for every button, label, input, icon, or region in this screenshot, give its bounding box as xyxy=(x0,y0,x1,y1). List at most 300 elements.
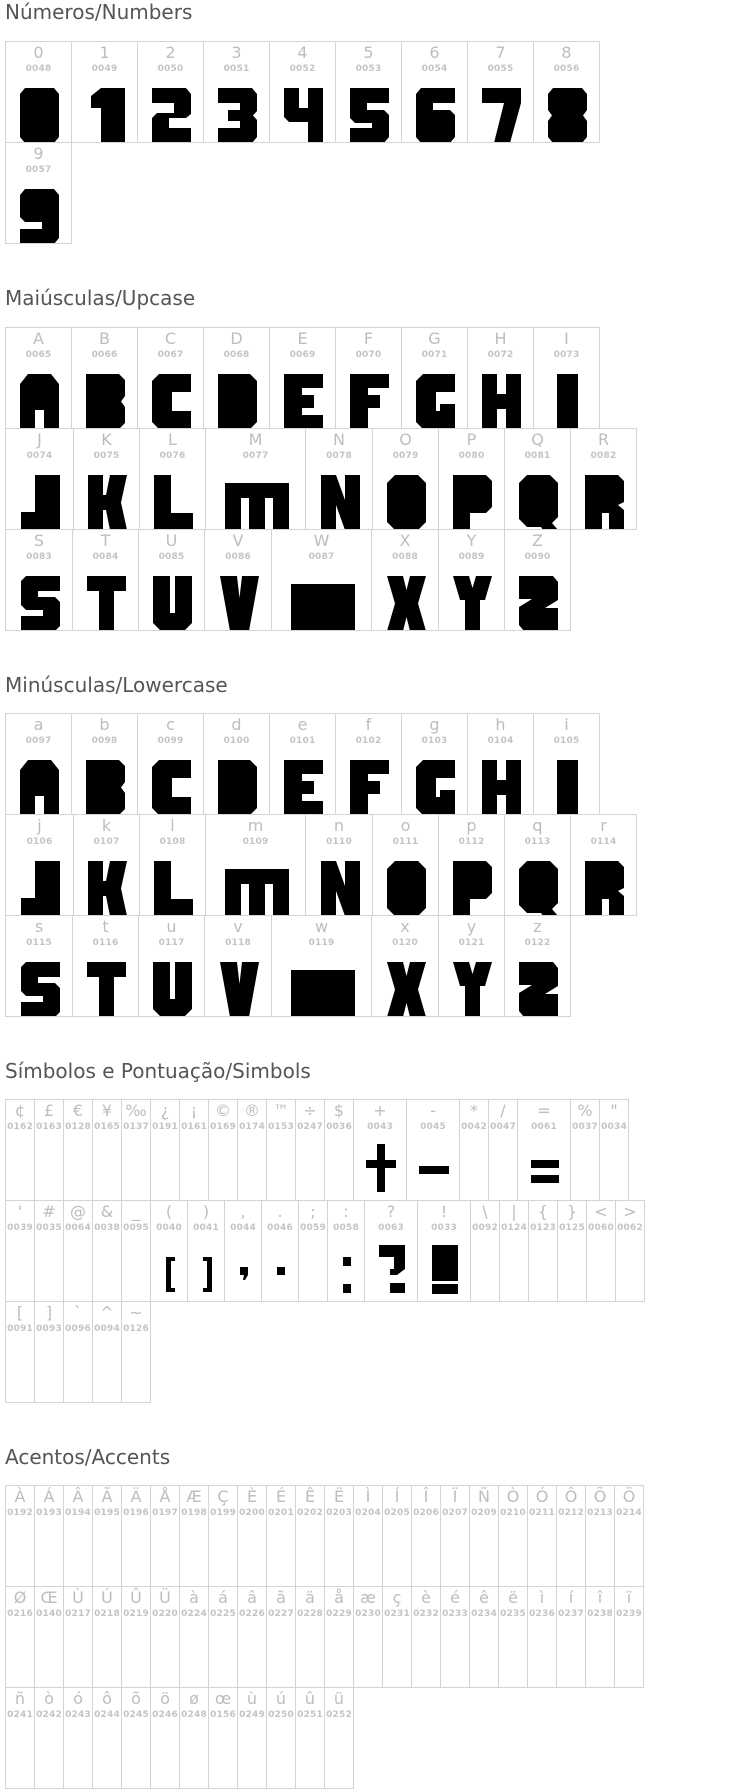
glyph-code-label: 0213 xyxy=(587,1508,613,1518)
glyph-shape xyxy=(203,1257,212,1292)
glyph-cell xyxy=(470,1200,500,1302)
glyph-character-label: ¿ xyxy=(160,1101,170,1120)
glyph-preview xyxy=(548,374,587,429)
glyph-cell xyxy=(614,1586,644,1688)
glyph-cell xyxy=(208,1586,238,1688)
glyph-preview xyxy=(153,576,192,631)
glyph-cell xyxy=(570,814,637,916)
glyph-cell xyxy=(266,1687,296,1789)
glyph-cell xyxy=(372,814,439,916)
glyph-character-label: < xyxy=(594,1202,608,1221)
glyph-character-label: F xyxy=(363,329,374,348)
glyph-cell xyxy=(5,428,74,530)
glyph-cell xyxy=(504,529,571,631)
glyph-character-label: Â xyxy=(72,1487,84,1506)
glyph-code-label: 0055 xyxy=(487,64,514,74)
glyph-code-label: 0204 xyxy=(355,1508,381,1518)
glyph-character-label: e xyxy=(297,715,308,734)
glyph-cell xyxy=(63,1586,93,1688)
glyph-shape xyxy=(154,475,193,530)
glyph-cell xyxy=(469,1485,499,1587)
glyph-code-label: 0209 xyxy=(471,1508,497,1518)
glyph-shape xyxy=(419,1166,449,1174)
glyph-code-label: 0242 xyxy=(36,1710,62,1720)
glyph-preview xyxy=(519,576,558,631)
glyph-character-label: [ xyxy=(16,1303,24,1322)
glyph-preview xyxy=(154,475,193,530)
glyph-code-label: 0077 xyxy=(242,451,269,461)
glyph-shape xyxy=(453,861,492,916)
glyph-preview xyxy=(21,861,60,916)
glyph-character-label: Ñ xyxy=(478,1487,490,1506)
glyph-code-label: 0074 xyxy=(26,451,53,461)
glyph-code-label: 0244 xyxy=(94,1710,120,1720)
glyph-cell xyxy=(371,915,439,1017)
glyph-shape xyxy=(432,1245,458,1294)
glyph-code-label: 0044 xyxy=(230,1223,256,1233)
glyph-character-label: ñ xyxy=(14,1689,26,1708)
glyph-code-label: 0096 xyxy=(65,1324,91,1334)
glyph-code-label: 0196 xyxy=(123,1508,149,1518)
glyph-cell xyxy=(517,1099,571,1201)
glyph-cell xyxy=(467,327,534,429)
glyph-character-label: > xyxy=(623,1202,637,1221)
glyph-shape xyxy=(482,374,521,429)
glyph-character-label: ç xyxy=(392,1588,402,1607)
glyph-shape xyxy=(416,88,455,143)
glyph-character-label: Ì xyxy=(365,1487,371,1506)
glyph-character-label: . xyxy=(277,1202,283,1221)
glyph-cell xyxy=(63,1687,93,1789)
glyph-code-label: 0249 xyxy=(239,1710,265,1720)
glyph-shape xyxy=(21,576,60,631)
glyph-character-label: õ xyxy=(131,1689,141,1708)
glyph-preview xyxy=(284,374,323,429)
glyph-row xyxy=(5,428,636,530)
glyph-preview xyxy=(519,861,558,916)
glyph-code-label: 0093 xyxy=(36,1324,62,1334)
glyph-cell xyxy=(438,915,505,1017)
glyph-character-label: a xyxy=(33,715,44,734)
glyph-code-label: 0247 xyxy=(297,1122,323,1132)
glyph-code-label: 0245 xyxy=(123,1710,149,1720)
glyph-shape xyxy=(291,970,355,1017)
glyph-preview xyxy=(21,576,60,631)
glyph-cell xyxy=(137,327,204,429)
glyph-shape xyxy=(277,1267,285,1275)
glyph-character-label: Ò xyxy=(506,1487,520,1506)
glyph-code-label: 0095 xyxy=(123,1223,149,1233)
glyph-shape xyxy=(284,374,323,429)
glyph-cell xyxy=(179,1099,209,1201)
glyph-cell xyxy=(63,1301,93,1403)
glyph-preview xyxy=(416,760,455,815)
glyph-row xyxy=(5,1485,643,1587)
glyph-shape xyxy=(519,962,558,1017)
glyph-code-label: 0210 xyxy=(500,1508,526,1518)
glyph-cell xyxy=(353,1099,407,1201)
glyph-character-label: + xyxy=(373,1101,387,1120)
glyph-character-label: ô xyxy=(102,1689,112,1708)
glyph-preview xyxy=(366,1144,396,1192)
glyph-character-label: Ü xyxy=(159,1588,171,1607)
glyph-character-label: i xyxy=(564,715,569,734)
glyph-code-label: 0042 xyxy=(461,1122,487,1132)
glyph-code-label: 0197 xyxy=(152,1508,178,1518)
glyph-cell xyxy=(34,1099,64,1201)
glyph-cell xyxy=(63,1099,93,1201)
glyph-cell xyxy=(440,1485,470,1587)
glyph-character-label: o xyxy=(400,816,411,835)
glyph-code-label: 0220 xyxy=(152,1609,178,1619)
glyph-code-label: 0072 xyxy=(487,350,514,360)
glyph-code-label: 0128 xyxy=(65,1122,91,1132)
glyph-character-label: ó xyxy=(73,1689,83,1708)
glyph-code-label: 0039 xyxy=(7,1223,33,1233)
glyph-cell xyxy=(204,915,272,1017)
glyph-character-label: ' xyxy=(17,1202,23,1221)
glyph-row xyxy=(5,1200,644,1302)
glyph-shape xyxy=(88,475,127,530)
glyph-shape xyxy=(220,962,259,1017)
glyph-code-label: 0091 xyxy=(7,1324,33,1334)
glyph-preview xyxy=(519,475,558,530)
glyph-shape xyxy=(218,88,257,143)
glyph-character-label: c xyxy=(166,715,175,734)
glyph-shape xyxy=(321,475,360,530)
glyph-character-label: ö xyxy=(160,1689,170,1708)
glyph-preview xyxy=(416,88,455,143)
section-title-upcase: Maiúsculas/Upcase xyxy=(5,286,196,310)
glyph-cell xyxy=(205,814,306,916)
glyph-code-label: 0108 xyxy=(159,837,186,847)
glyph-cell xyxy=(417,1200,471,1302)
glyph-code-label: 0230 xyxy=(355,1609,381,1619)
glyph-shape xyxy=(519,475,558,530)
glyph-preview xyxy=(519,962,558,1017)
glyph-cell xyxy=(261,1200,299,1302)
glyph-cell xyxy=(63,1200,93,1302)
glyph-cell xyxy=(585,1586,615,1688)
glyph-code-label: 0233 xyxy=(442,1609,468,1619)
glyph-character-label: U xyxy=(165,531,178,550)
glyph-preview xyxy=(482,88,521,143)
glyph-character-label: Å xyxy=(159,1487,171,1506)
glyph-character-label: ( xyxy=(165,1202,173,1221)
glyph-code-label: 0229 xyxy=(326,1609,352,1619)
glyph-preview xyxy=(21,962,60,1017)
glyph-preview xyxy=(453,576,492,631)
glyph-code-label: 0043 xyxy=(367,1122,393,1132)
glyph-cell xyxy=(137,713,204,815)
glyph-character-label: ? xyxy=(386,1202,396,1221)
glyph-shape xyxy=(220,576,259,631)
glyph-code-label: 0216 xyxy=(7,1609,33,1619)
glyph-cell xyxy=(5,1200,35,1302)
glyph-cell xyxy=(438,428,505,530)
glyph-character-label: q xyxy=(532,816,543,835)
glyph-character-label: ò xyxy=(44,1689,54,1708)
glyph-character-label: N xyxy=(333,430,345,449)
glyph-cell xyxy=(72,529,139,631)
glyph-cell xyxy=(237,1485,267,1587)
glyph-cell xyxy=(504,915,571,1017)
glyph-preview xyxy=(218,760,257,815)
glyph-character-label: H xyxy=(494,329,507,348)
glyph-shape xyxy=(86,760,125,815)
glyph-code-label: 0234 xyxy=(471,1609,497,1619)
glyph-shape xyxy=(548,88,587,143)
glyph-code-label: 0205 xyxy=(384,1508,410,1518)
glyph-code-label: 0099 xyxy=(157,736,184,746)
glyph-preview xyxy=(482,374,521,429)
glyph-cell xyxy=(269,327,336,429)
glyph-character-label: R xyxy=(597,430,610,449)
glyph-character-label: ¡ xyxy=(190,1101,198,1120)
glyph-cell xyxy=(5,327,72,429)
glyph-cell xyxy=(271,915,372,1017)
glyph-cell xyxy=(556,1485,586,1587)
glyph-cell xyxy=(5,1485,35,1587)
glyph-character-label: Æ xyxy=(186,1487,202,1506)
glyph-code-label: 0056 xyxy=(553,64,580,74)
glyph-cell xyxy=(599,1099,629,1201)
glyph-character-label: p xyxy=(466,816,477,835)
glyph-cell xyxy=(305,814,373,916)
glyph-cell xyxy=(353,1586,383,1688)
glyph-cell xyxy=(401,713,468,815)
glyph-cell xyxy=(92,1200,122,1302)
glyph-cell xyxy=(459,1099,489,1201)
glyph-code-label: 0050 xyxy=(157,64,184,74)
glyph-character-label: | xyxy=(511,1202,517,1221)
glyph-code-label: 0193 xyxy=(36,1508,62,1518)
glyph-cell xyxy=(5,1301,35,1403)
glyph-preview xyxy=(419,1166,449,1174)
glyph-code-label: 0088 xyxy=(392,552,418,562)
glyph-cell xyxy=(204,529,272,631)
glyph-character-label: ¥ xyxy=(101,1101,113,1120)
glyph-preview xyxy=(350,374,389,429)
glyph-cell xyxy=(92,1586,122,1688)
glyph-character-label: Û xyxy=(130,1588,142,1607)
glyph-cell xyxy=(5,1099,35,1201)
glyph-code-label: 0239 xyxy=(616,1609,642,1619)
glyph-cell xyxy=(327,1200,365,1302)
glyph-cell xyxy=(504,428,571,530)
glyph-code-label: 0165 xyxy=(94,1122,120,1132)
glyph-cell xyxy=(372,428,439,530)
glyph-code-label: 0081 xyxy=(524,451,551,461)
glyph-shape xyxy=(366,1144,396,1192)
glyph-code-label: 0231 xyxy=(384,1609,410,1619)
glyph-cell xyxy=(34,1687,64,1789)
glyph-shape xyxy=(87,576,126,631)
glyph-row xyxy=(5,327,599,429)
glyph-cell xyxy=(498,1586,528,1688)
glyph-shape xyxy=(350,374,389,429)
glyph-character-label: í xyxy=(568,1588,574,1607)
glyph-cell xyxy=(92,1301,122,1403)
glyph-preview xyxy=(240,1267,248,1280)
glyph-row xyxy=(5,1687,353,1789)
glyph-code-label: 0163 xyxy=(36,1122,62,1132)
glyph-cell xyxy=(467,713,534,815)
glyph-code-label: 0200 xyxy=(239,1508,265,1518)
glyph-character-label: ø xyxy=(189,1689,199,1708)
glyph-cell xyxy=(614,1485,644,1587)
glyph-character-label: à xyxy=(189,1588,199,1607)
glyph-code-label: 0066 xyxy=(91,350,118,360)
glyph-character-label: î xyxy=(597,1588,603,1607)
glyph-cell xyxy=(269,41,336,143)
glyph-character-label: f xyxy=(365,715,372,734)
glyph-character-label: # xyxy=(42,1202,56,1221)
glyph-code-label: 0241 xyxy=(7,1710,33,1720)
glyph-cell xyxy=(208,1099,238,1201)
glyph-code-label: 0140 xyxy=(36,1609,62,1619)
glyph-character-label: t xyxy=(102,917,109,936)
glyph-cell xyxy=(298,1200,328,1302)
glyph-code-label: 0162 xyxy=(7,1122,33,1132)
glyph-cell xyxy=(208,1687,238,1789)
glyph-cell xyxy=(382,1586,412,1688)
glyph-shape xyxy=(519,861,558,916)
glyph-preview xyxy=(548,88,587,143)
glyph-code-label: 0094 xyxy=(94,1324,120,1334)
glyph-cell xyxy=(138,529,205,631)
glyph-character-label: y xyxy=(466,917,477,936)
glyph-preview xyxy=(20,189,59,244)
glyph-cell xyxy=(203,41,270,143)
glyph-preview xyxy=(152,88,191,143)
glyph-shape xyxy=(557,760,578,815)
glyph-shape xyxy=(453,962,492,1017)
glyph-cell xyxy=(295,1586,325,1688)
glyph-cell xyxy=(615,1200,645,1302)
glyph-cell xyxy=(203,327,270,429)
glyph-cell xyxy=(364,1200,418,1302)
glyph-code-label: 0206 xyxy=(413,1508,439,1518)
glyph-cell xyxy=(295,1687,325,1789)
glyph-character-label: % xyxy=(577,1101,593,1120)
glyph-character-label: è xyxy=(421,1588,431,1607)
glyph-cell xyxy=(5,41,72,143)
glyph-cell xyxy=(266,1485,296,1587)
glyph-character-label: / xyxy=(500,1101,506,1120)
glyph-shape xyxy=(20,88,59,143)
glyph-shape xyxy=(482,88,521,143)
glyph-shape xyxy=(387,475,426,530)
glyph-shape xyxy=(321,861,360,916)
glyph-cell xyxy=(92,1687,122,1789)
glyph-shape xyxy=(218,760,257,815)
glyph-shape xyxy=(416,760,455,815)
glyph-character-label: w xyxy=(314,917,329,936)
glyph-character-label: b xyxy=(99,715,110,734)
glyph-character-label: _ xyxy=(132,1202,140,1221)
glyph-code-label: 0122 xyxy=(524,938,551,948)
glyph-code-label: 0104 xyxy=(487,736,514,746)
glyph-code-label: 0100 xyxy=(223,736,250,746)
glyph-preview xyxy=(531,1160,559,1183)
glyph-cell xyxy=(533,327,600,429)
glyph-code-label: 0071 xyxy=(421,350,448,360)
glyph-preview xyxy=(585,475,624,530)
glyph-cell xyxy=(324,1586,354,1688)
glyph-shape xyxy=(453,576,492,631)
glyph-character-label: Ö xyxy=(622,1487,636,1506)
glyph-preview xyxy=(548,760,587,815)
glyph-cell xyxy=(150,1099,180,1201)
glyph-cell xyxy=(150,1200,188,1302)
glyph-preview xyxy=(343,1257,351,1293)
glyph-character-label: â xyxy=(247,1588,257,1607)
glyph-cell xyxy=(5,814,74,916)
glyph-shape xyxy=(585,861,624,916)
glyph-cell xyxy=(205,428,306,530)
glyph-character-label: ú xyxy=(275,1689,287,1708)
glyph-cell xyxy=(499,1200,529,1302)
glyph-character-label: é xyxy=(450,1588,460,1607)
glyph-character-label: $ xyxy=(333,1101,345,1120)
glyph-code-label: 0232 xyxy=(413,1609,439,1619)
glyph-code-label: 0114 xyxy=(590,837,617,847)
glyph-character-label: Ä xyxy=(130,1487,142,1506)
glyph-character-label: © xyxy=(215,1101,231,1120)
glyph-code-label: 0252 xyxy=(326,1710,352,1720)
glyph-cell xyxy=(469,1586,499,1688)
glyph-cell xyxy=(187,1200,225,1302)
glyph-shape xyxy=(225,483,289,530)
glyph-code-label: 0201 xyxy=(268,1508,294,1518)
glyph-code-label: 0203 xyxy=(326,1508,352,1518)
glyph-code-label: 0052 xyxy=(289,64,316,74)
glyph-character-label: T xyxy=(100,531,111,550)
glyph-preview xyxy=(20,374,59,429)
glyph-cell xyxy=(73,428,140,530)
glyph-preview xyxy=(321,475,360,530)
glyph-code-label: 0125 xyxy=(559,1223,585,1233)
glyph-code-label: 0047 xyxy=(490,1122,516,1132)
glyph-code-label: 0060 xyxy=(588,1223,614,1233)
glyph-character-label: À xyxy=(14,1487,26,1506)
glyph-character-label: ] xyxy=(45,1303,53,1322)
glyph-preview xyxy=(86,760,125,815)
glyph-character-label: & xyxy=(100,1202,114,1221)
glyph-character-label: j xyxy=(37,816,42,835)
glyph-code-label: 0109 xyxy=(242,837,269,847)
glyph-preview xyxy=(88,861,127,916)
glyph-shape xyxy=(225,869,289,916)
glyph-code-label: 0248 xyxy=(181,1710,207,1720)
glyph-cell xyxy=(92,1099,122,1201)
glyph-code-label: 0202 xyxy=(297,1508,323,1518)
glyph-cell xyxy=(335,713,402,815)
glyph-cell xyxy=(533,713,600,815)
glyph-shape xyxy=(291,584,355,631)
glyph-preview xyxy=(387,475,426,530)
glyph-preview xyxy=(453,475,492,530)
glyph-character-label: ä xyxy=(305,1588,315,1607)
glyph-character-label: : xyxy=(343,1202,349,1221)
glyph-cell xyxy=(570,1099,600,1201)
glyph-character-label: u xyxy=(166,917,177,936)
glyph-character-label: ) xyxy=(202,1202,210,1221)
glyph-code-label: 0041 xyxy=(193,1223,219,1233)
glyph-character-label: 6 xyxy=(429,43,440,62)
glyph-character-label: } xyxy=(566,1202,578,1221)
